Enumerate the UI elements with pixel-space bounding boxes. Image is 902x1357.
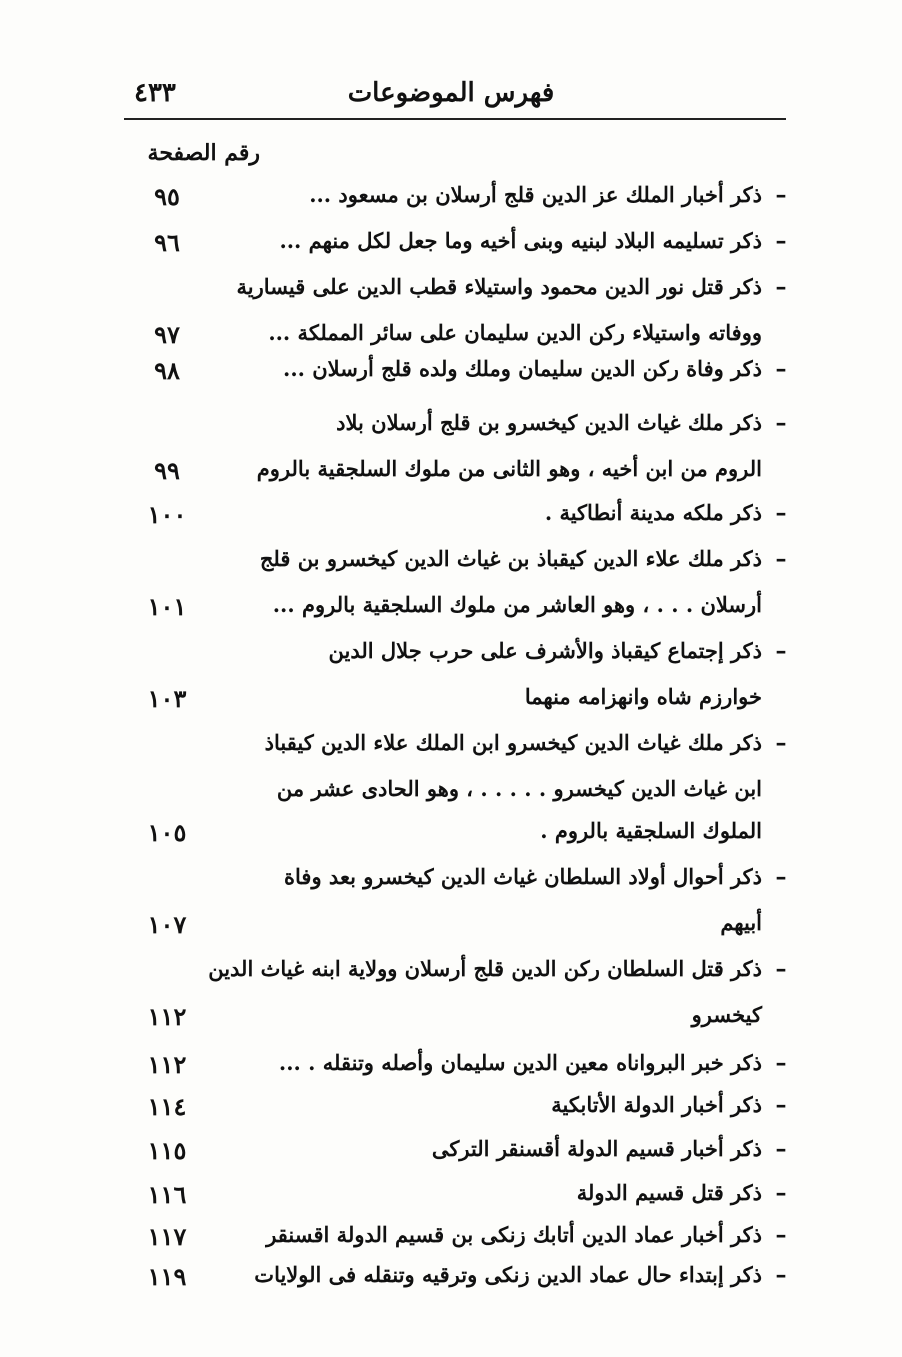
entry-text: ذكر خبر البرواناه معين الدين سليمان وأصله وتنقله . ...	[278, 1050, 762, 1075]
entry-page-number: ١١٥	[147, 1136, 187, 1165]
entry-text: الملوك السلجقية بالروم .	[540, 818, 762, 843]
entry-dash: –	[775, 410, 787, 436]
entry-text: ذكر أحوال أولاد السلطان غياث الدين كيخسرو بعد وفاة	[284, 864, 762, 889]
toc-line	[124, 1180, 792, 1220]
toc-line	[124, 182, 792, 222]
entry-text: ذكر ملكه مدينة أنطاكية .	[544, 500, 762, 525]
toc-line	[124, 546, 792, 586]
entry-text: ذكر إبتداء حال عماد الدين زنكى وترقيه وتنقله فى الولايات	[254, 1262, 762, 1287]
entry-text: ذكر قتل السلطان ركن الدين قلج أرسلان وولاية ابنه غياث الدين	[208, 956, 762, 981]
entry-page-number: ٩٥	[154, 182, 180, 211]
entry-text: ذكر أخبار قسيم الدولة أقسنقر التركى	[431, 1136, 762, 1161]
toc-line	[124, 500, 792, 540]
entry-dash: –	[775, 274, 787, 300]
entry-page-number: ١٠٥	[147, 818, 187, 847]
toc-line	[124, 1002, 792, 1042]
entry-dash: –	[775, 730, 787, 756]
entry-page-number: ٩٧	[154, 320, 180, 349]
entry-text: ذكر ملك غياث الدين كيخسرو ابن الملك علاء الدين كيقباذ	[264, 730, 762, 755]
entry-dash: –	[775, 1136, 787, 1162]
page-title: فهرس الموضوعات	[347, 78, 555, 108]
entry-dash: –	[775, 500, 787, 526]
entry-text: ذكر ملك علاء الدين كيقباذ بن غياث الدين كيخسرو بن قلج	[259, 546, 762, 571]
entry-dash: –	[775, 1050, 787, 1076]
toc-line	[124, 864, 792, 904]
entry-page-number: ١١٤	[147, 1092, 187, 1121]
entry-page-number: ١٠٠	[147, 500, 187, 529]
page-column-label: رقم الصفحة	[147, 140, 260, 166]
toc-line	[124, 274, 792, 314]
entry-page-number: ١١٢	[147, 1050, 187, 1079]
entry-page-number: ١٠٣	[147, 684, 187, 713]
toc-line	[124, 456, 792, 496]
entry-text: ذكر أخبار عماد الدين أتابك زنكى بن قسيم الدولة اقسنقر	[266, 1222, 762, 1247]
entry-text: أبيهم	[720, 910, 762, 935]
entry-text: الروم من ابن أخيه ، وهو الثانى من ملوك السلجقية بالروم	[256, 456, 762, 481]
entry-text: ذكر ملك غياث الدين كيخسرو بن قلج أرسلان بلاد	[336, 410, 762, 435]
toc-line	[124, 320, 792, 360]
entry-dash: –	[775, 638, 787, 664]
entry-page-number: ١١٩	[147, 1262, 187, 1291]
toc-line	[124, 730, 792, 770]
page-header	[128, 78, 774, 118]
entry-text: كيخسرو	[691, 1002, 762, 1027]
toc-line	[124, 1136, 792, 1176]
toc-line	[124, 910, 792, 950]
entry-dash: –	[775, 356, 787, 382]
entry-dash: –	[775, 1180, 787, 1206]
entry-dash: –	[775, 182, 787, 208]
entry-page-number: ٩٦	[154, 228, 180, 257]
toc-line	[124, 592, 792, 632]
toc-line	[124, 356, 792, 396]
entry-page-number: ١٠٧	[147, 910, 187, 939]
toc-line	[124, 1222, 792, 1262]
entry-text: أرسلان . . . ، وهو العاشر من ملوك السلجقية بالروم ...	[272, 592, 762, 617]
toc-line	[124, 818, 792, 858]
toc-line	[124, 410, 792, 450]
entry-text: ذكر إجتماع كيقباذ والأشرف على حرب جلال الدين	[328, 638, 762, 663]
entry-text: خوارزم شاه وانهزامه منهما	[524, 684, 762, 709]
toc-line	[124, 684, 792, 724]
entry-text: ذكر أخبار الملك عز الدين قلج أرسلان بن مسعود ...	[309, 182, 762, 207]
entry-text: ذكر قتل قسيم الدولة	[576, 1180, 762, 1205]
entry-text: ووفاته واستيلاء ركن الدين سليمان على سائر المملكة ...	[268, 320, 762, 345]
entry-dash: –	[775, 546, 787, 572]
entry-page-number: ١١٧	[147, 1222, 187, 1251]
toc-line	[124, 1262, 792, 1302]
toc-line	[124, 1092, 792, 1132]
entry-dash: –	[775, 956, 787, 982]
entry-dash: –	[775, 864, 787, 890]
toc-line	[124, 956, 792, 996]
toc-line	[124, 228, 792, 268]
page-number: ٤٣٣	[134, 78, 176, 108]
entry-dash: –	[775, 1262, 787, 1288]
header-rule	[124, 118, 786, 120]
entry-text: ابن غياث الدين كيخسرو . . . . . ، وهو الحادى عشر من	[276, 776, 762, 801]
entry-text: ذكر وفاة ركن الدين سليمان وملك ولده قلج أرسلان ...	[283, 356, 762, 381]
entry-dash: –	[775, 1222, 787, 1248]
toc-line	[124, 1050, 792, 1090]
entry-text: ذكر تسليمه البلاد لبنيه وبنى أخيه وما جعل لكل منهم ...	[279, 228, 762, 253]
entry-page-number: ١١٦	[147, 1180, 187, 1209]
entry-dash: –	[775, 228, 787, 254]
entry-page-number: ٩٩	[154, 456, 180, 485]
entry-text: ذكر أخبار الدولة الأتابكية	[551, 1092, 762, 1117]
entry-page-number: ٩٨	[154, 356, 180, 385]
entry-page-number: ١٠١	[147, 592, 187, 621]
entry-page-number: ١١٢	[147, 1002, 187, 1031]
entry-dash: –	[775, 1092, 787, 1118]
entry-text: ذكر قتل نور الدين محمود واستيلاء قطب الدين على قيسارية	[236, 274, 762, 299]
toc-line	[124, 776, 792, 816]
toc-line	[124, 638, 792, 678]
